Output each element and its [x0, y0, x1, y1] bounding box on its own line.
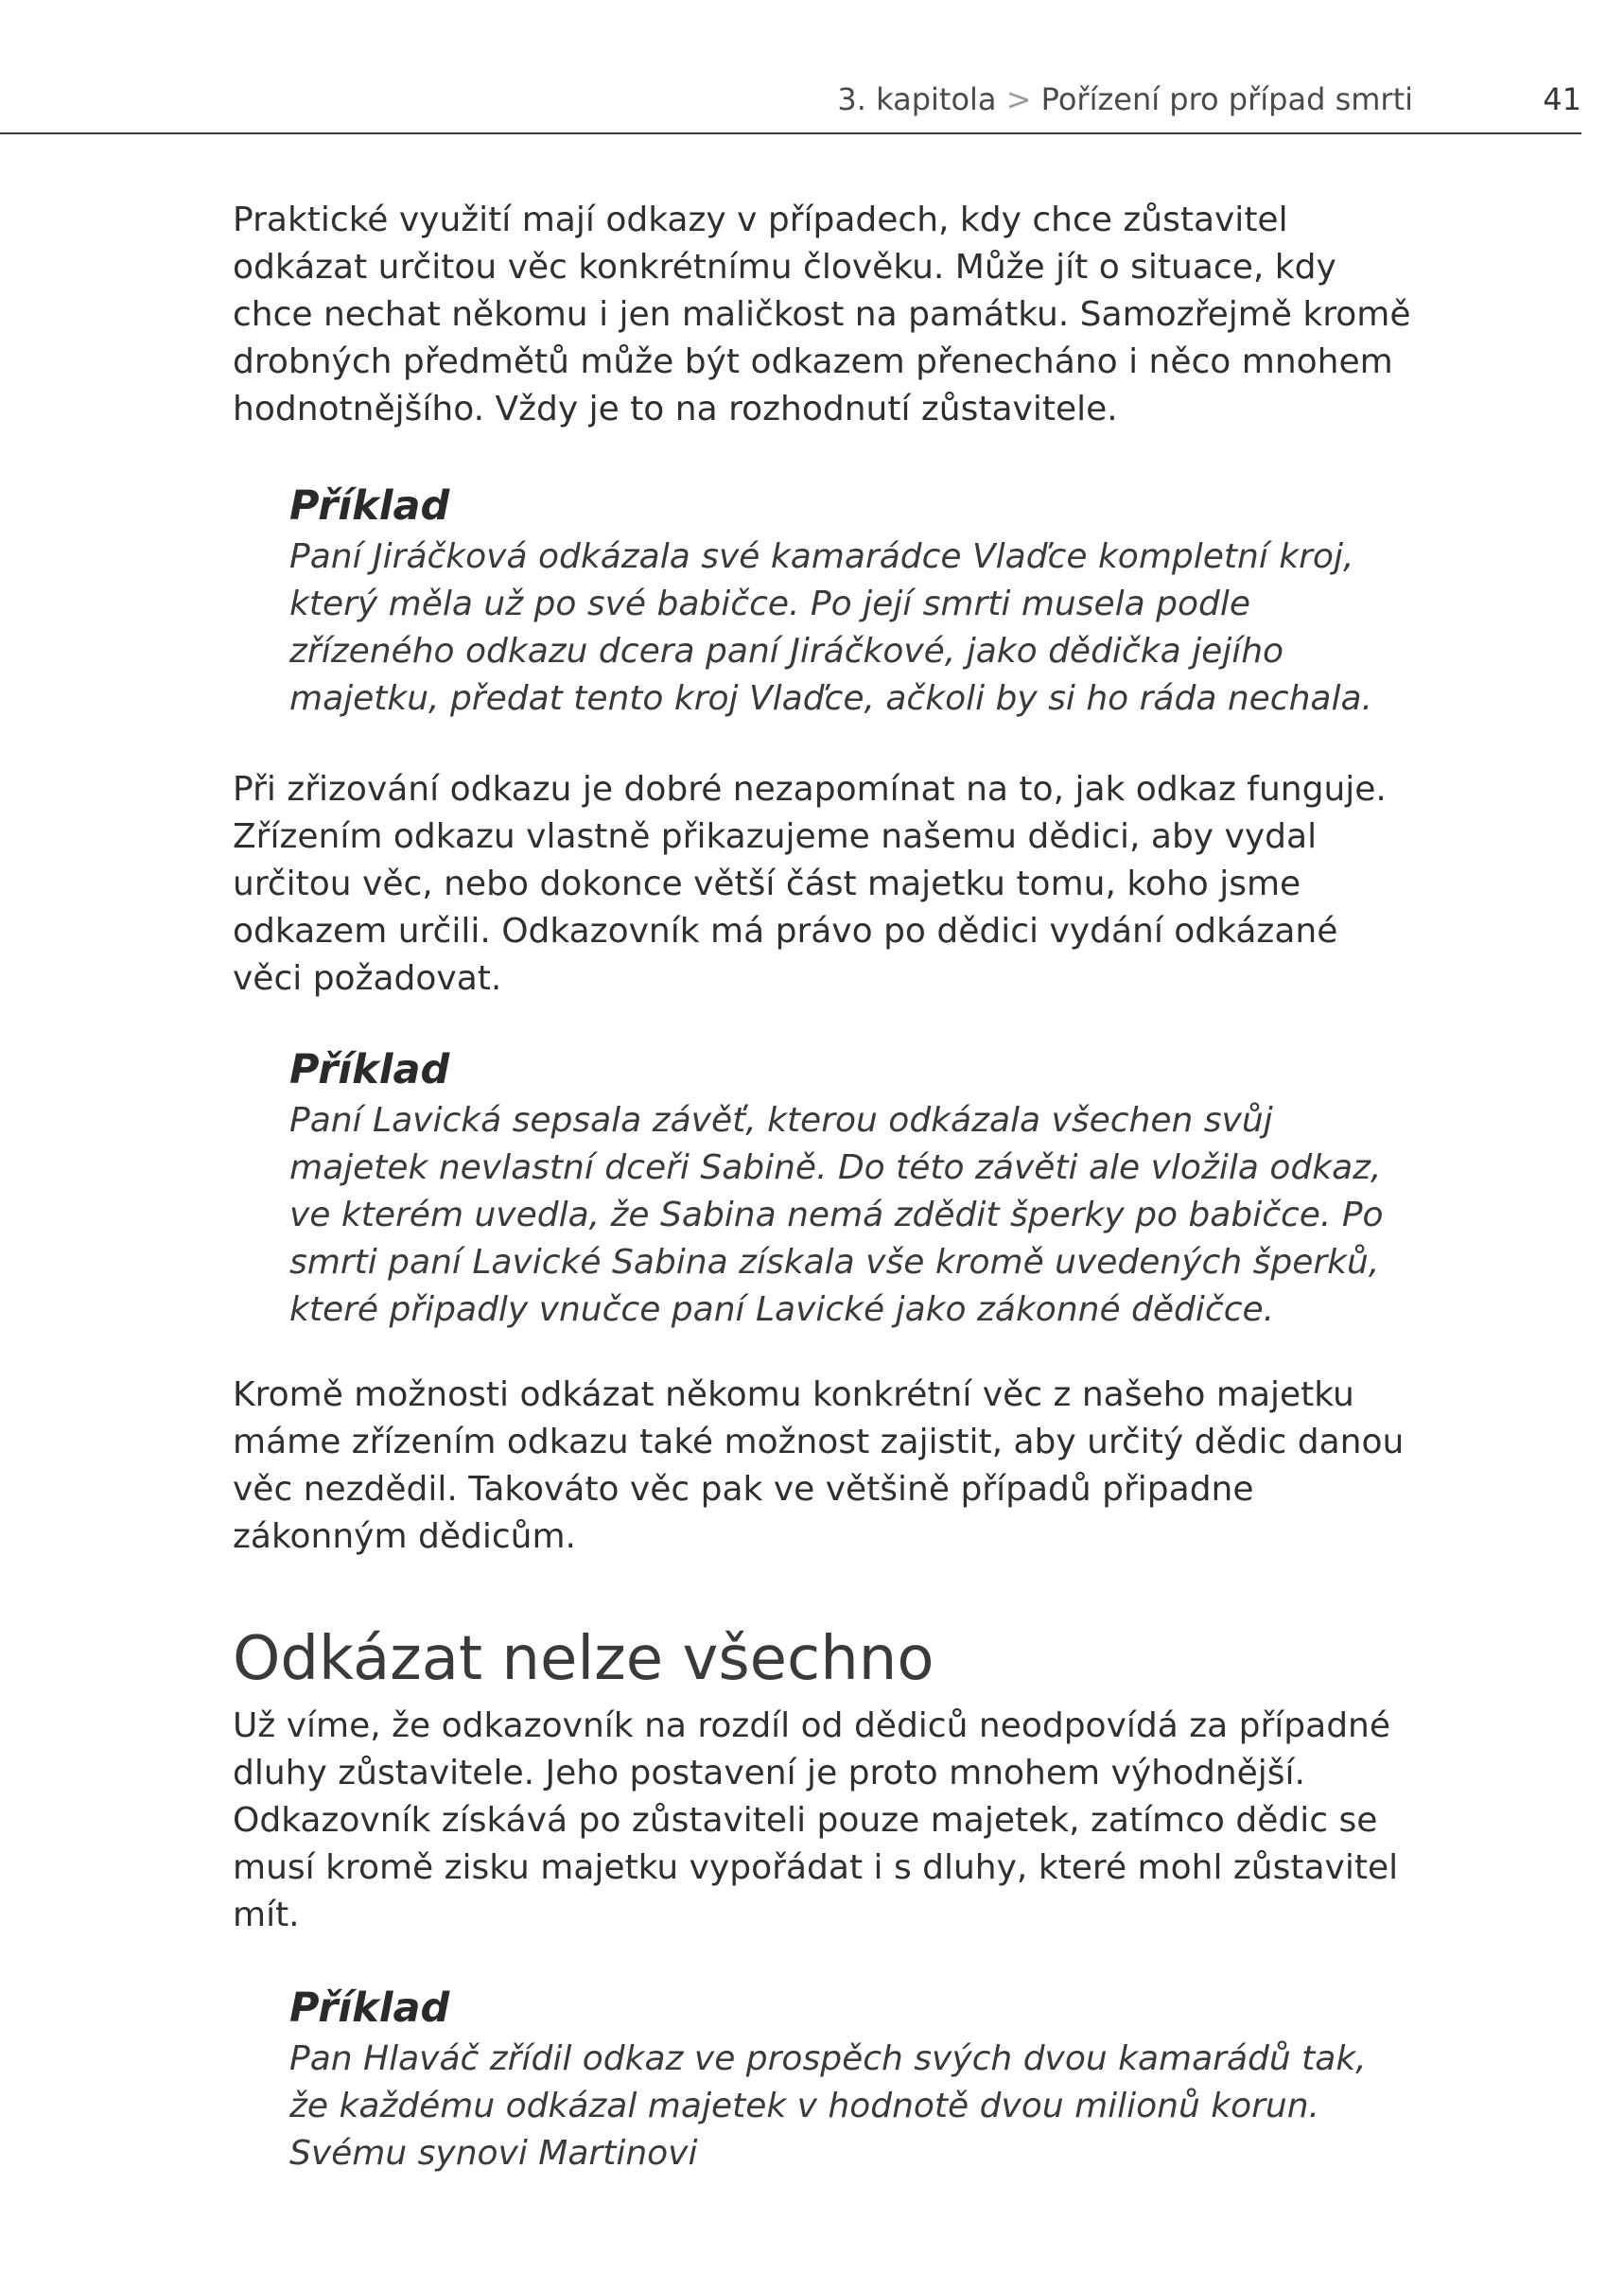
- example-box-2: [289, 1042, 1415, 1334]
- chapter-label: 3. kapitola: [837, 81, 997, 117]
- paragraph-4: Už víme, že odkazovník na rozdíl od dědiců neodpovídá za případné dluhy zůstavitele. Jeho postavení je proto mnohem výhodnější. Odkazovník získává po zůstaviteli pouze majetek, zatímco dědic se musí kromě zisku majetku vypořádat i s dluhy, které mohl zůstavitel mít.: [233, 1706, 1399, 1934]
- example-heading: Příklad: [289, 1046, 450, 1093]
- example-text: Pan Hlaváč zřídil odkaz ve prospěch svých dvou kamarádů tak, že každému odkázal majetek v hodnotě dvou milionů korun. Svému synovi Martinovi: [289, 2039, 1367, 2173]
- example-box-3: [289, 1981, 1415, 2177]
- running-header: [0, 0, 1581, 134]
- breadcrumb-separator: >: [1005, 81, 1032, 117]
- section-label: Pořízení pro případ smrti: [1040, 81, 1413, 117]
- page-content: [233, 197, 1415, 2177]
- example-text: Paní Lavická sepsala závěť, kterou odkázala všechen svůj majetek nevlastní dceři Sabině. Do této závěti ale vložila odkaz, ve kterém uvedla, že Sabina nemá zdědit šperky po babičce. Po smrti paní Lavické Sabina získala vše kromě uvedených šperků, které připadly vnučce paní Lavické jako zákonné dědičce.: [289, 1101, 1384, 1329]
- paragraph-2: Při zřizování odkazu je dobré nezapomínat na to, jak odkaz funguje. Zřízením odkazu vlastně přikazujeme našemu dědici, aby vydal určitou věc, nebo dokonce větší část majetku tomu, koho jsme odkazem určili. Odkazovník má právo po dědici vydání odkázané věci požadovat.: [233, 770, 1387, 998]
- example-heading: Příklad: [289, 1984, 450, 2032]
- page-number: 41: [1543, 81, 1581, 117]
- example-text: Paní Jiráčková odkázala své kamarádce Vlaďce kompletní kroj, který měla už po své babičce. Po její smrti musela podle zřízeného odkazu dcera paní Jiráčkové, jako dědička jejího majetku, předat tento kroj Vlaďce, ačkoli by si ho ráda nechala.: [289, 537, 1372, 718]
- example-heading: Příklad: [289, 482, 450, 530]
- breadcrumb: [837, 81, 1413, 117]
- paragraph-1: Praktické využití mají odkazy v případech, kdy chce zůstavitel odkázat určitou věc konkrétnímu člověku. Může jít o situace, kdy chce nechat někomu i jen maličkost na památku. Samozřejmě kromě drobných předmětů může být odkazem přenecháno i něco mnohem hodnotnějšího. Vždy je to na rozhodnutí zůstavitele.: [233, 201, 1411, 428]
- section-heading: Odkázat nelze všechno: [233, 1624, 934, 1694]
- paragraph-3: Kromě možnosti odkázat někomu konkrétní věc z našeho majetku máme zřízením odkazu také možnost zajistit, aby určitý dědic danou věc nezdědil. Takováto věc pak ve většině případů připadne zákonným dědicům.: [233, 1375, 1405, 1556]
- example-box-1: [289, 479, 1415, 723]
